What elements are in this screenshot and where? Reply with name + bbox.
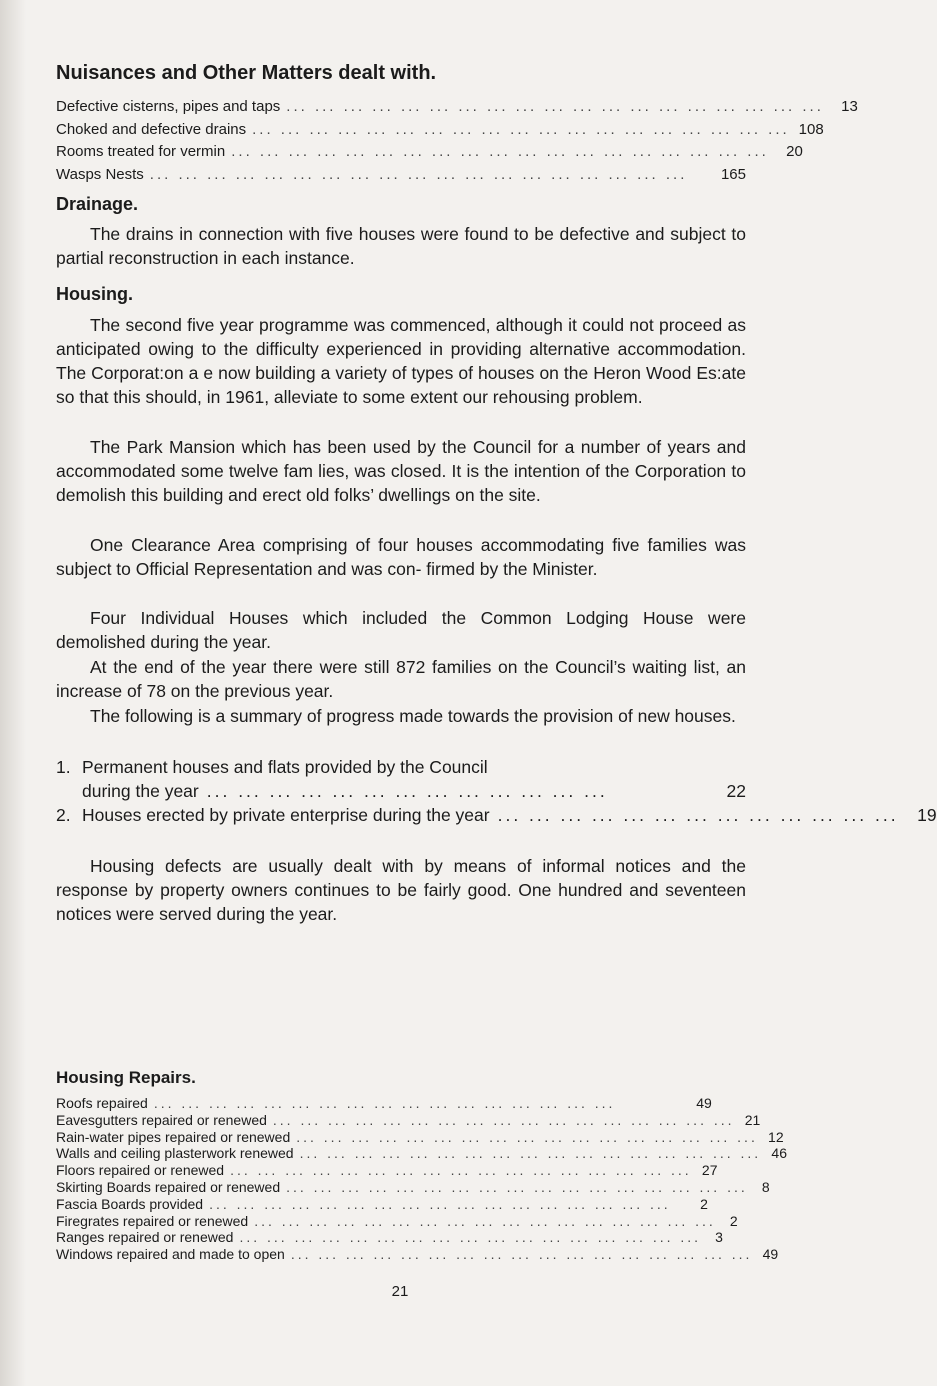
list-item [56,1145,787,1162]
housing-heading: Housing. [56,284,133,304]
item-value: 8 [761,1178,770,1195]
progress-list [56,755,937,827]
dot-leader [246,119,796,142]
item-label: Roofs repaired [56,1095,148,1111]
item-label: Firegrates repaired or renewed [56,1212,249,1229]
dot-leader [280,1179,754,1196]
list-item [56,119,824,142]
list-item [56,1196,716,1213]
drainage-heading: Drainage. [56,194,139,214]
dot-leader [233,1229,707,1246]
item-number: 1. [56,757,71,777]
housing-repairs-list [56,1095,787,1263]
item-value: 108 [798,120,824,138]
page-number: 21 [391,1283,409,1300]
drainage-paragraph: The drains in connection with five houses were found to be defective and subject to partial reconstruction in each instance. [56,224,746,268]
item-value: 22 [726,781,746,801]
list-item [56,1111,761,1129]
item-label: Floors repaired or renewed [56,1162,225,1179]
item-value: 27 [701,1162,718,1179]
list-item [56,1246,779,1263]
list-item [56,1178,770,1196]
list-item [56,755,746,803]
item-value: 21 [744,1111,761,1128]
list-item [56,1212,738,1230]
item-value: 13 [841,98,858,115]
housing-paragraph: At the end of the year there were still 872 families on the Council’s waiting list, an increase of 78 on the previous year. [56,657,746,701]
list-item [56,1128,784,1146]
item-label: Walls and ceiling plasterwork renewed [56,1145,294,1162]
list-item [56,96,858,119]
item-number: 2. [56,805,71,825]
main-heading: Nuisances and Other Matters dealt with. [56,62,437,84]
item-value: 49 [762,1246,779,1263]
item-value: 165 [720,165,746,183]
nuisances-list [56,96,858,186]
list-item [56,1229,723,1246]
dot-leader [285,1246,759,1263]
housing-paragraph: The Park Mansion which has been used by the Council for a number of years and accommodated some twelve fam lies, was closed. It is the intention of the Corporation to demolish this building and erect old folks’ dwellings on the site. [56,437,746,505]
housing-paragraph: The second five year programme was commenced, although it could not proceed as anticipated owing to the difficulty experienced in providing alternative accommodation. The Corporat:on a e now building a variety of types of houses on the Heron Wood Es:ate so that this should, in 1961, alleviate to some extent our rehousing problem. [56,315,746,407]
dot-leader [267,1112,741,1129]
list-item [56,164,746,187]
dot-leader [225,141,775,164]
item-label: Ranges repaired or renewed [56,1229,234,1246]
dot-leader [490,803,907,827]
item-label: Houses erected by private enterprise during the year [82,805,490,825]
item-label: Rain-water pipes repaired or renewed [56,1128,291,1145]
dot-leader [294,1145,768,1162]
dot-leader [280,96,830,119]
list-item [56,803,937,827]
item-label: Fascia Boards provided [56,1195,204,1212]
dot-leader [199,779,716,803]
housing-paragraph: One Clearance Area comprising of four houses accommodating five families was subject to Official Representation and was con- firmed by the Minister. [56,535,746,579]
item-label: Eavesgutters repaired or renewed [56,1111,267,1128]
item-label: Wasps Nests [56,165,144,183]
dot-leader [148,1095,692,1112]
item-value: 19 [917,805,937,825]
dot-leader [224,1162,698,1179]
dot-leader [290,1129,764,1146]
list-item [56,1095,716,1112]
item-label: Rooms treated for vermin [56,143,226,160]
item-label: during the year [82,781,199,801]
item-label: Choked and defective drains [56,120,247,138]
item-value: 12 [768,1128,784,1145]
item-value: 20 [786,143,803,160]
housing-paragraph: Four Individual Houses which included the Common Lodging House were demolished during the year. [56,608,746,652]
item-value: 49 [696,1095,712,1111]
housing-repairs-heading: Housing Repairs. [56,1068,196,1087]
item-value: 2 [700,1195,708,1212]
item-label: Windows repaired and made to open [56,1246,285,1263]
list-item [56,141,803,164]
item-value: 2 [729,1212,738,1229]
item-label: Skirting Boards repaired or renewed [56,1178,281,1195]
page-edge-shadow [0,0,26,1386]
list-item [56,1162,716,1179]
housing-paragraph: The following is a summary of progress made towards the provision of new houses. [90,706,736,726]
dot-leader [144,164,718,187]
item-label: Permanent houses and flats provided by the Council [82,757,488,777]
dot-leader [203,1196,692,1213]
item-value: 46 [771,1145,787,1162]
dot-leader [248,1213,722,1230]
housing-defects-paragraph: Housing defects are usually dealt with by means of informal notices and the response by property owners continues to be fairly good. One hundred and seventeen notices were served during the year. [56,856,746,924]
item-value: 3 [715,1229,723,1246]
item-label: Defective cisterns, pipes and taps [56,98,281,115]
